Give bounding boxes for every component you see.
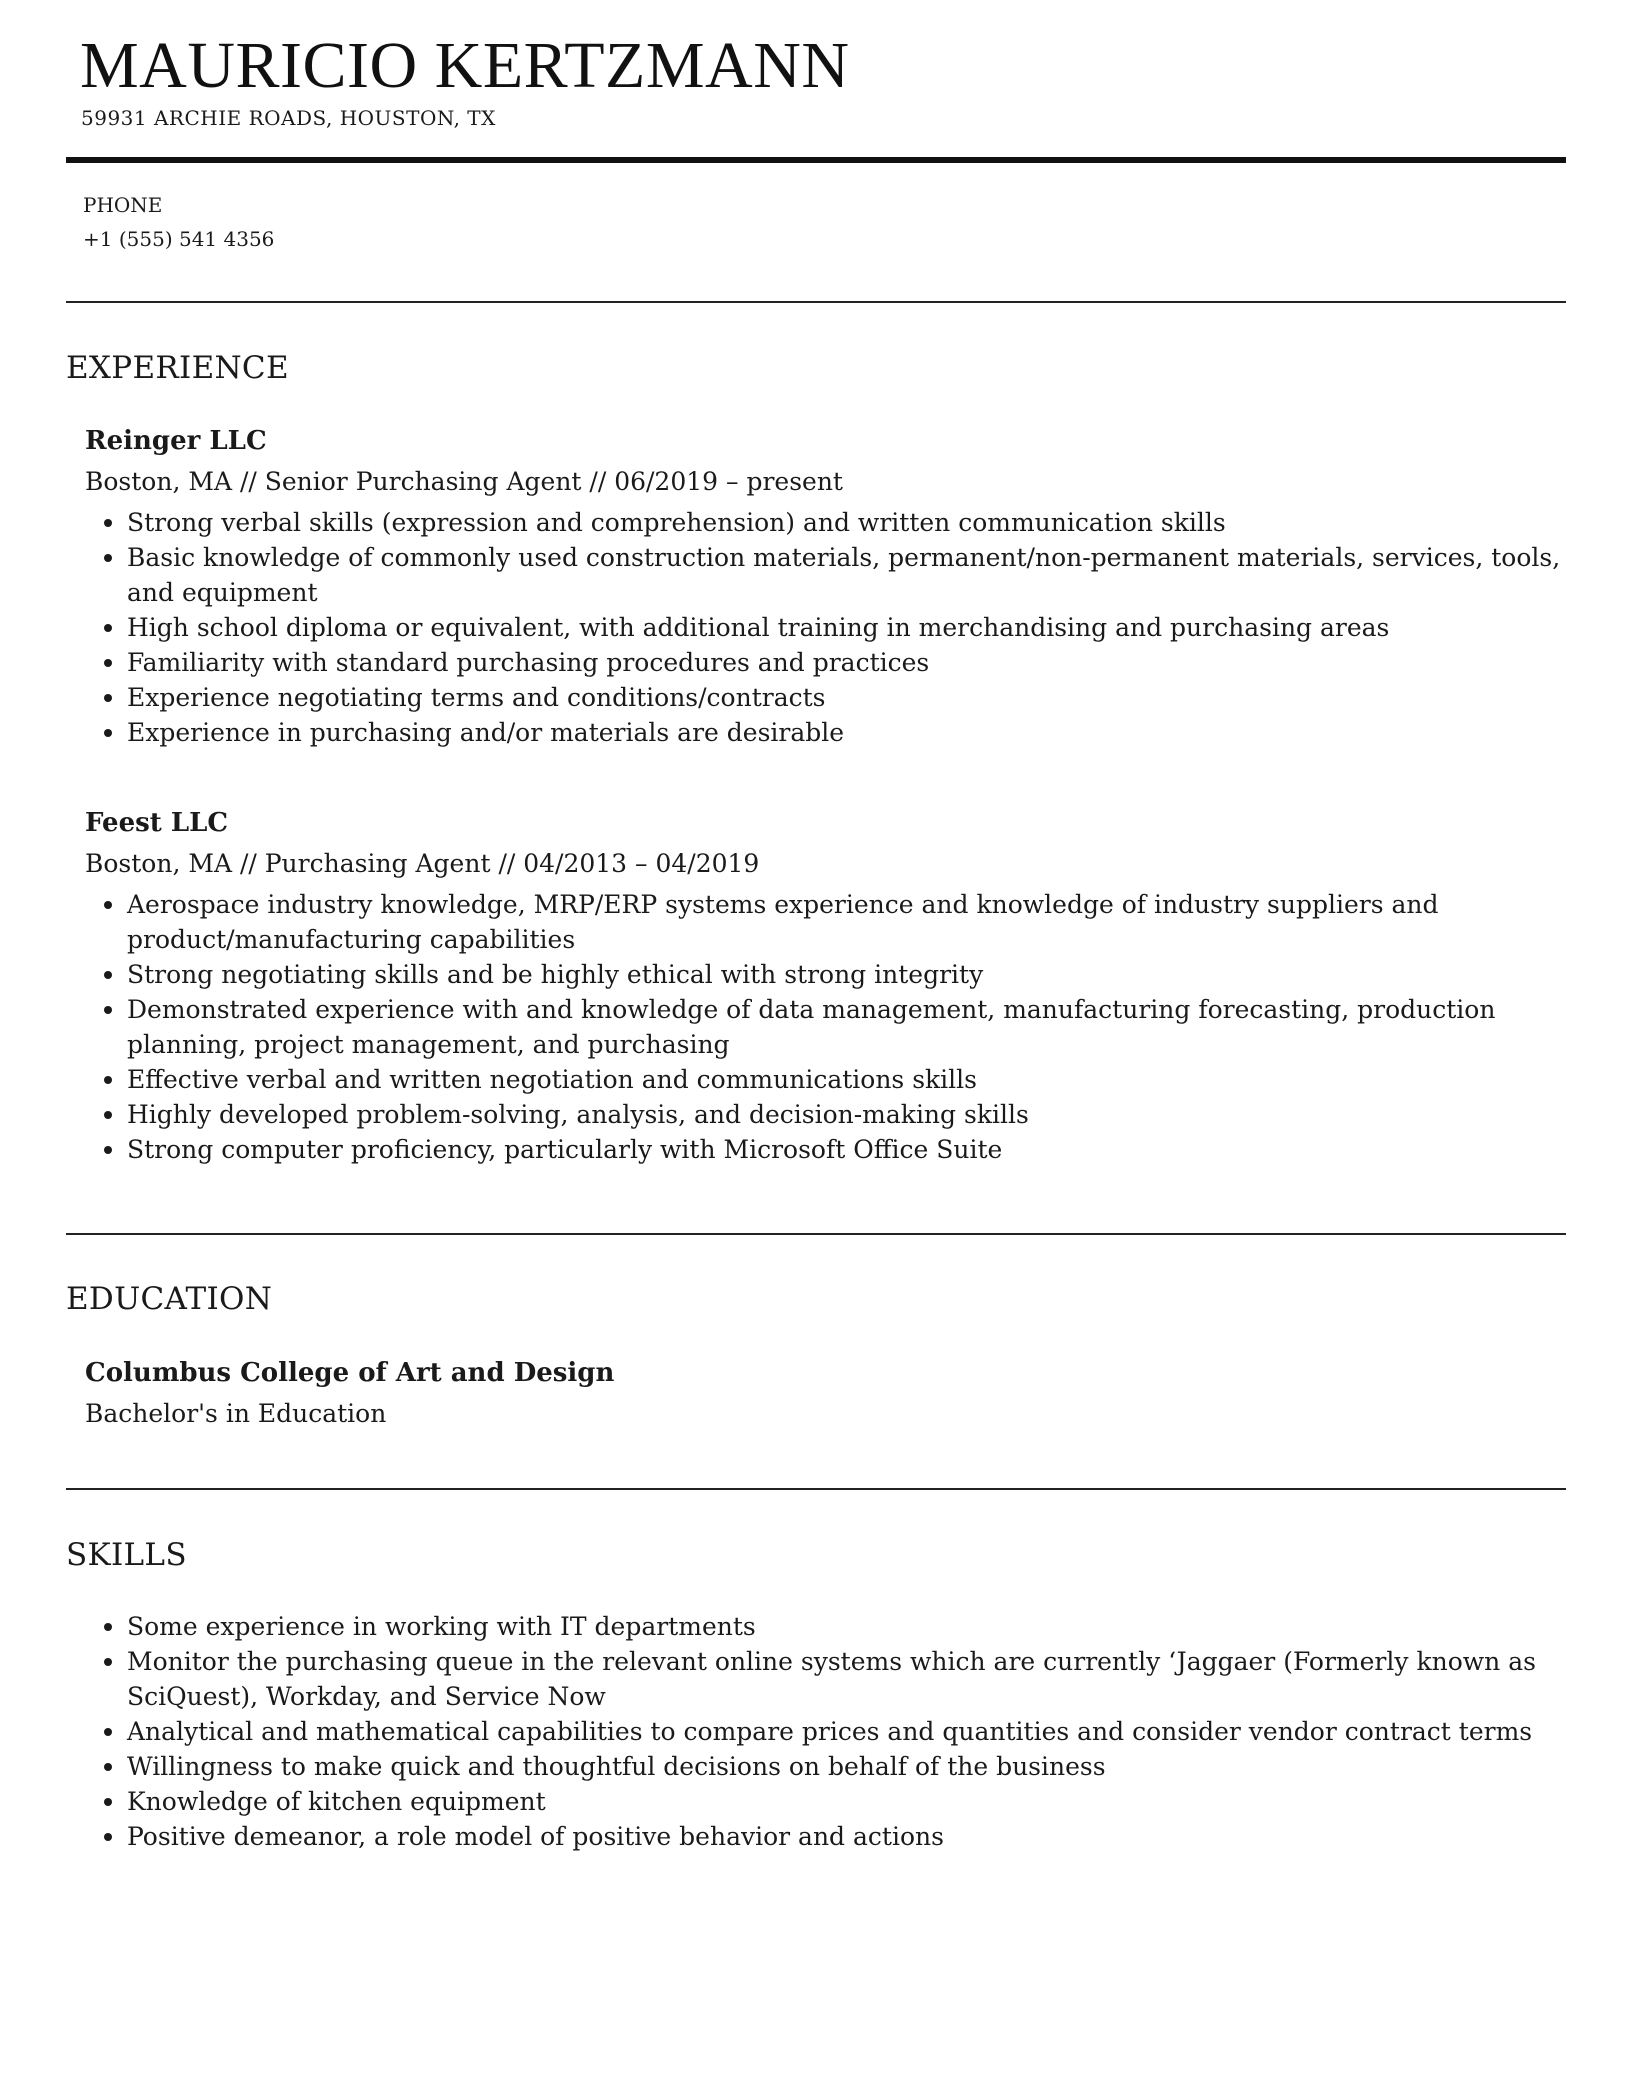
list-item: Familiarity with standard purchasing procedures and practices [85,645,1565,680]
list-item: Willingness to make quick and thoughtful decisions on behalf of the business [85,1749,1565,1784]
list-item: Aerospace industry knowledge, MRP/ERP systems experience and knowledge of industry suppliers and product/manufacturing capabilities [85,887,1565,957]
list-item: Experience negotiating terms and conditions/contracts [85,680,1565,715]
job-bullets [85,887,1565,1167]
section-divider [66,301,1566,303]
header-divider [66,157,1566,163]
list-item: Monitor the purchasing queue in the relevant online systems which are currently ‘Jaggaer (Formerly known as SciQuest), Workday, and Service Now [85,1644,1565,1714]
list-item: Highly developed problem-solving, analysis, and decision-making skills [85,1097,1565,1132]
phone-number: +1 (555) 541 4356 [83,227,275,251]
list-item: Effective verbal and written negotiation and communications skills [85,1062,1565,1097]
job-meta: Boston, MA // Purchasing Agent // 04/2013 – 04/2019 [85,849,760,878]
list-item: Demonstrated experience with and knowledge of data management, manufacturing forecasting, production planning, project management, and purchasing [85,992,1565,1062]
job-bullets [85,505,1565,750]
list-item: High school diploma or equivalent, with additional training in merchandising and purchasing areas [85,610,1565,645]
education-entry [85,1353,1565,1435]
education-heading: EDUCATION [66,1281,273,1317]
section-divider [66,1488,1566,1490]
phone-label: PHONE [83,193,163,217]
job-company: Reinger LLC [85,426,267,456]
candidate-address: 59931 ARCHIE ROADS, HOUSTON, TX [81,106,496,130]
degree: Bachelor's in Education [85,1399,387,1428]
list-item: Knowledge of kitchen equipment [85,1784,1565,1819]
school-name: Columbus College of Art and Design [85,1358,615,1388]
list-item: Basic knowledge of commonly used construction materials, permanent/non-permanent materials, services, tools, and equipment [85,540,1565,610]
skills-list [85,1609,1565,1854]
job-meta: Boston, MA // Senior Purchasing Agent // 06/2019 – present [85,467,843,496]
list-item: Positive demeanor, a role model of positive behavior and actions [85,1819,1565,1854]
skills-list-block [85,1607,1565,1854]
job-entry [85,421,1565,750]
list-item: Strong negotiating skills and be highly ethical with strong integrity [85,957,1565,992]
list-item: Analytical and mathematical capabilities to compare prices and quantities and consider vendor contract terms [85,1714,1565,1749]
job-company: Feest LLC [85,808,229,838]
job-entry [85,803,1565,1167]
list-item: Strong verbal skills (expression and comprehension) and written communication skills [85,505,1565,540]
list-item: Some experience in working with IT departments [85,1609,1565,1644]
experience-heading: EXPERIENCE [66,350,289,386]
list-item: Experience in purchasing and/or materials are desirable [85,715,1565,750]
candidate-name: MAURICIO KERTZMANN [80,29,850,102]
section-divider [66,1233,1566,1235]
list-item: Strong computer proficiency, particularly with Microsoft Office Suite [85,1132,1565,1167]
skills-heading: SKILLS [66,1537,187,1573]
